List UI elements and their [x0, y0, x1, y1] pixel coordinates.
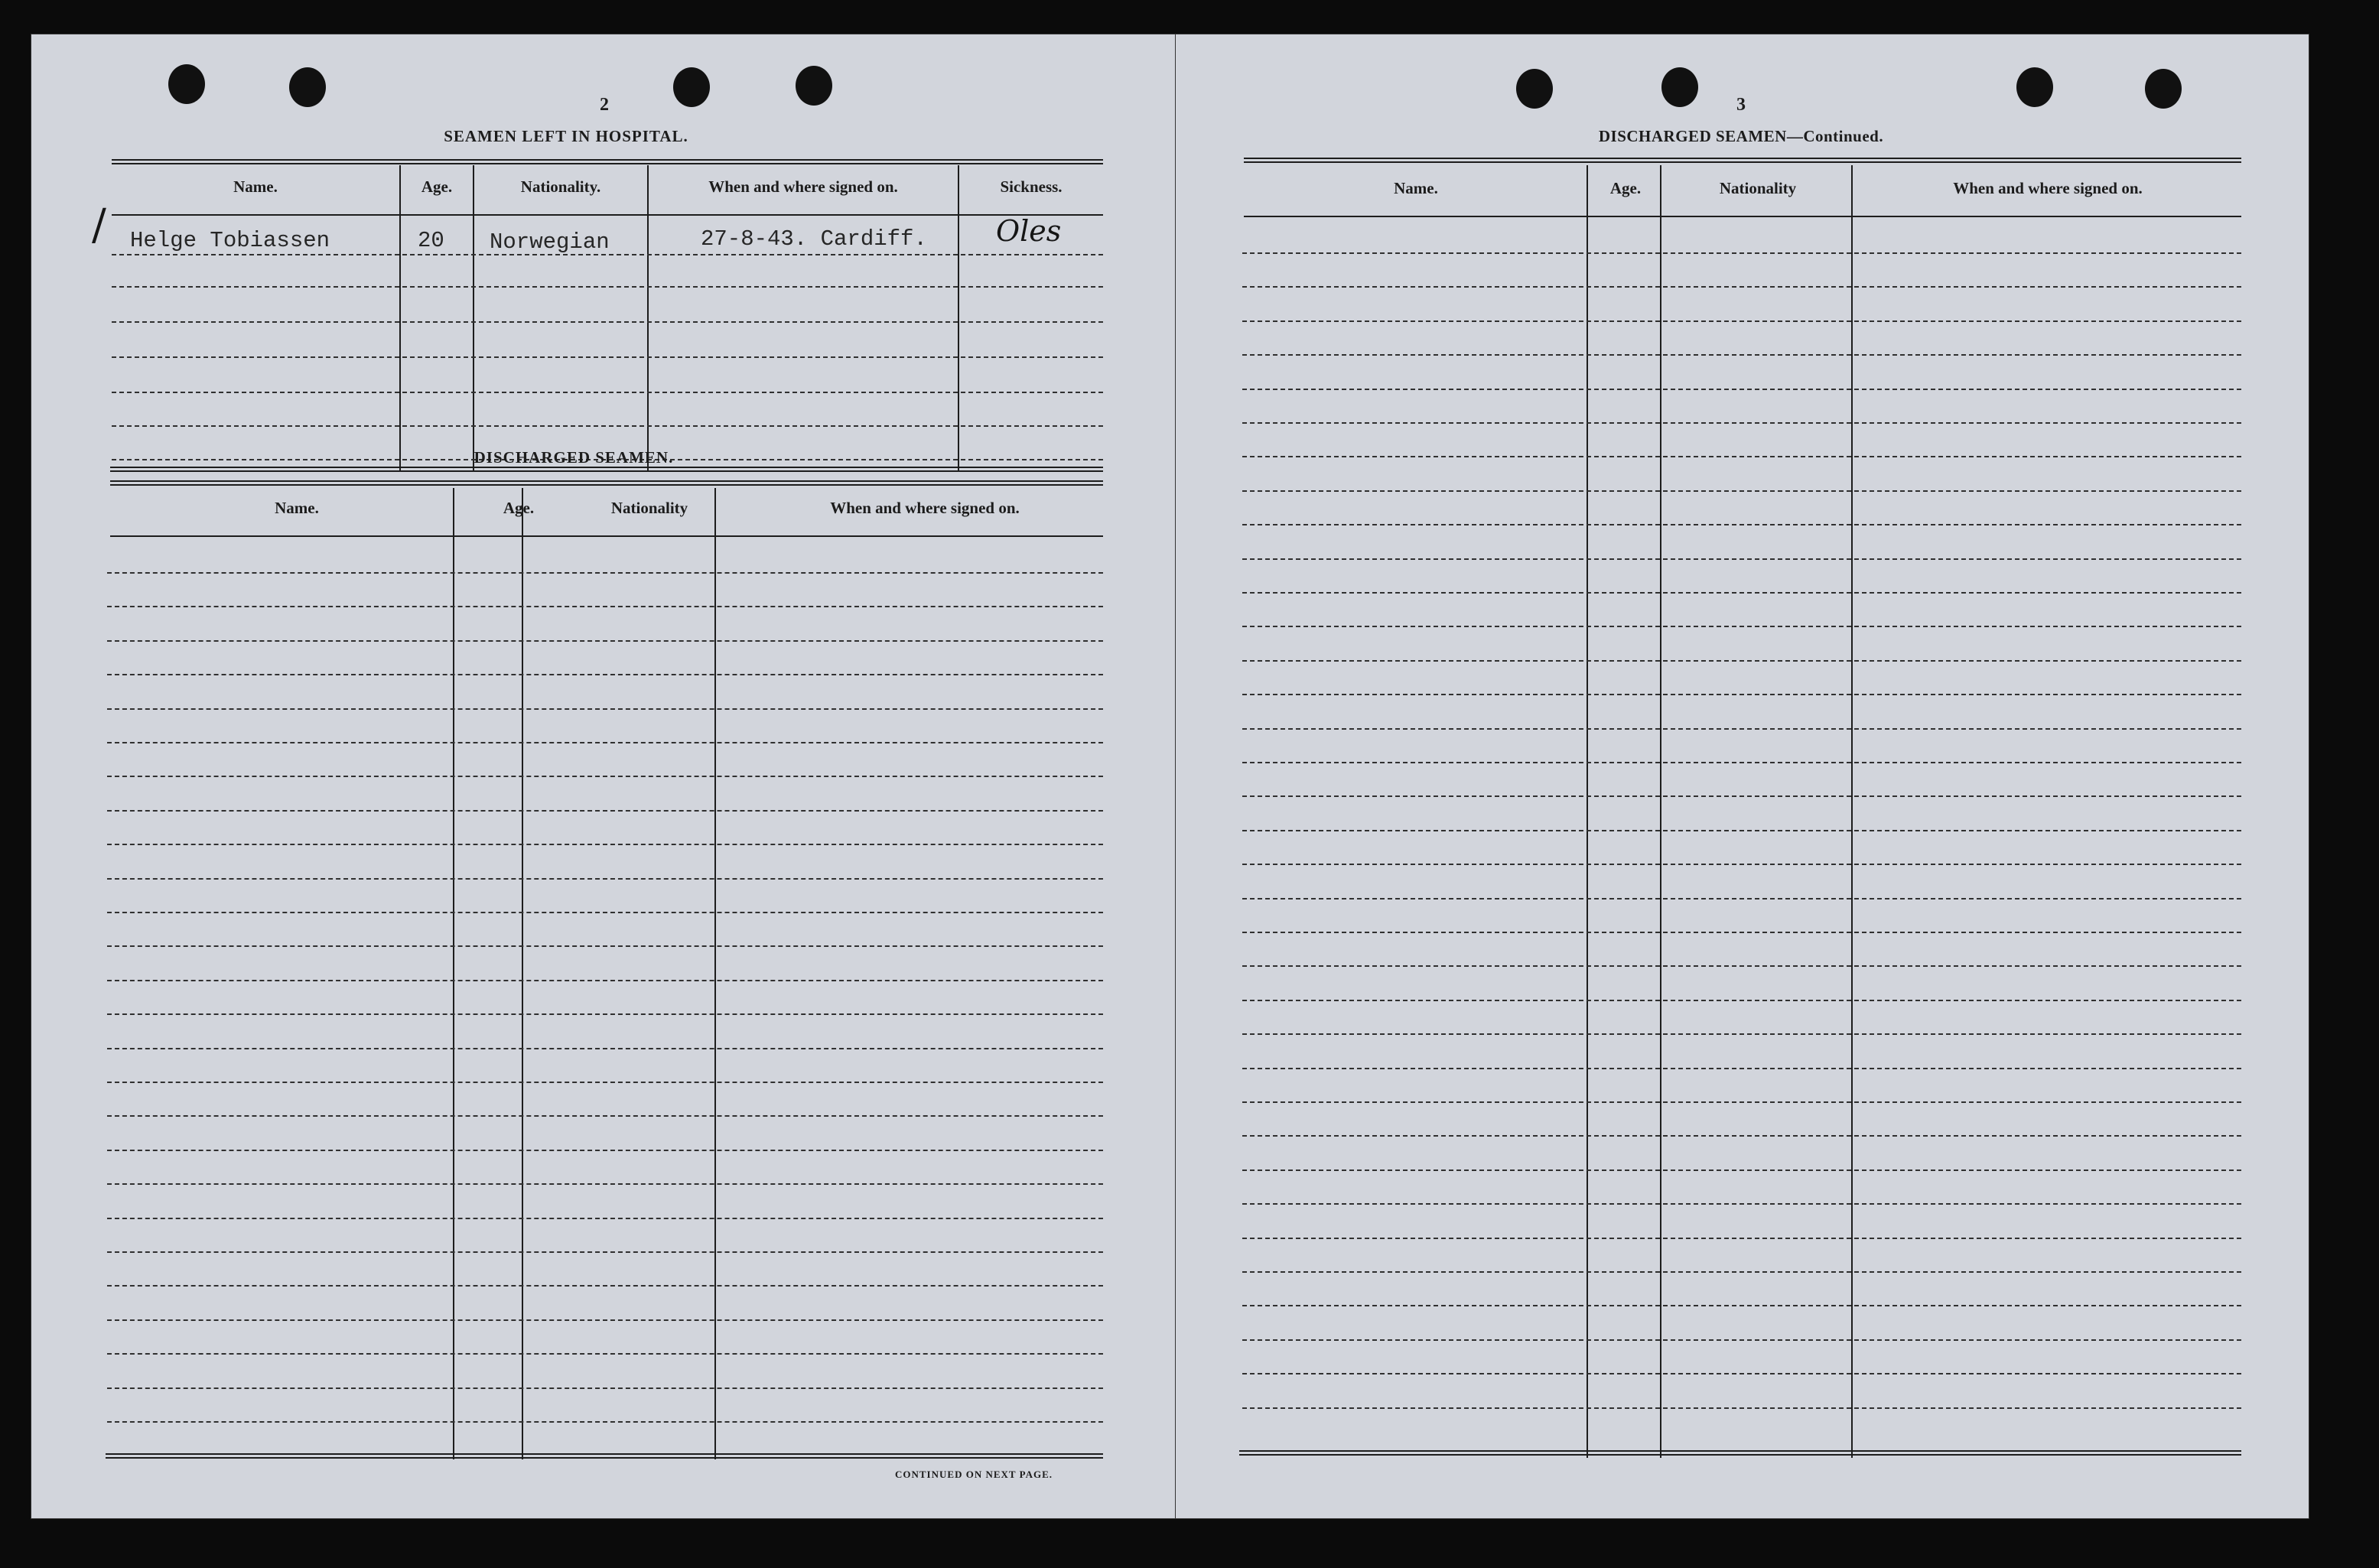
- row-line: [112, 286, 1103, 288]
- row-line: [112, 356, 1103, 358]
- row-line: [1242, 1373, 2241, 1374]
- check-mark: /: [92, 200, 106, 250]
- row-line: [107, 1048, 1103, 1049]
- row-line: [107, 1150, 1103, 1151]
- cell-nationality: Norwegian: [490, 229, 610, 255]
- column-divider: [714, 488, 716, 1459]
- discharged-section-title: DISCHARGED SEAMEN.: [474, 448, 674, 467]
- row-line: [1242, 1169, 2241, 1171]
- row-line: [1242, 286, 2241, 288]
- header-underline: [112, 214, 1103, 216]
- col-header-name: Name.: [233, 177, 278, 196]
- row-line: [112, 321, 1103, 323]
- table-bottom-rule: [110, 467, 1103, 472]
- row-line: [1242, 1068, 2241, 1069]
- row-line: [1242, 252, 2241, 254]
- row-line: [1242, 524, 2241, 525]
- row-line: [107, 1013, 1103, 1015]
- row-line: [1242, 389, 2241, 390]
- row-line: [1242, 1339, 2241, 1341]
- row-line: [1242, 898, 2241, 899]
- row-line: [107, 776, 1103, 777]
- row-line: [107, 1183, 1103, 1185]
- continued-note: CONTINUED ON NEXT PAGE.: [895, 1469, 1053, 1480]
- table-top-rule: [1244, 158, 2241, 163]
- row-line: [1242, 422, 2241, 424]
- column-divider: [1587, 165, 1588, 1458]
- row-line: [1242, 762, 2241, 763]
- row-line: [107, 1353, 1103, 1355]
- row-line: [1242, 830, 2241, 831]
- row-line: [107, 1285, 1103, 1287]
- punch-hole: [1516, 69, 1553, 109]
- row-line: [1242, 320, 2241, 322]
- col-header-name: Name.: [1394, 179, 1438, 197]
- row-line: [1242, 1407, 2241, 1409]
- row-line: [1242, 1203, 2241, 1205]
- row-line: [107, 1387, 1103, 1389]
- row-line: [1242, 1101, 2241, 1103]
- row-line: [1242, 932, 2241, 933]
- punch-hole: [673, 67, 710, 107]
- row-line: [107, 640, 1103, 642]
- row-line: [107, 742, 1103, 743]
- row-line: [107, 878, 1103, 880]
- row-line: [1242, 694, 2241, 695]
- row-line: [1242, 965, 2241, 967]
- table-bottom-rule: [1239, 1450, 2241, 1456]
- row-line: [107, 1421, 1103, 1423]
- table-bottom-rule: [106, 1453, 1103, 1459]
- row-line: [112, 425, 1103, 427]
- col-header-nationality: Nationality: [610, 499, 688, 517]
- row-line: [107, 674, 1103, 675]
- row-line: [107, 1251, 1103, 1253]
- page-number: 2: [600, 95, 609, 115]
- cell-name: Helge Tobiassen: [130, 228, 330, 253]
- col-header-age: Age.: [421, 177, 453, 196]
- col-header-sickness: Sickness.: [1000, 177, 1063, 196]
- cell-sickness: Oles: [996, 214, 1062, 248]
- col-header-signed-on: When and where signed on.: [830, 499, 1020, 517]
- row-line: [1242, 864, 2241, 865]
- row-line: [107, 1082, 1103, 1083]
- table-top-rule: [110, 480, 1103, 486]
- punch-hole: [289, 67, 326, 107]
- row-line: [112, 392, 1103, 393]
- hospital-section-title: SEAMEN LEFT IN HOSPITAL.: [444, 127, 688, 145]
- row-line: [1242, 1305, 2241, 1306]
- row-line: [1242, 1271, 2241, 1273]
- column-divider: [453, 488, 454, 1459]
- right-page: [1175, 34, 2309, 1519]
- column-divider: [522, 488, 523, 1459]
- left-page: [31, 34, 1178, 1519]
- punch-hole: [796, 66, 832, 106]
- punch-hole: [168, 64, 205, 104]
- cell-signed-on: 27-8-43. Cardiff.: [701, 226, 927, 252]
- row-line: [1242, 592, 2241, 594]
- column-divider: [1660, 165, 1661, 1458]
- row-line: [1242, 456, 2241, 457]
- row-line: [1242, 490, 2241, 492]
- col-header-signed-on: When and where signed on.: [708, 177, 898, 196]
- col-header-nationality: Nationality: [1719, 179, 1797, 197]
- row-line: [1242, 1033, 2241, 1035]
- header-underline: [110, 535, 1103, 537]
- col-header-age: Age.: [503, 499, 535, 517]
- row-line: [107, 708, 1103, 710]
- col-header-name: Name.: [275, 499, 319, 517]
- col-header-nationality: Nationality.: [520, 177, 601, 196]
- row-line: [1242, 1135, 2241, 1137]
- row-line: [1242, 354, 2241, 356]
- row-line: [107, 945, 1103, 947]
- table-top-rule: [112, 159, 1103, 164]
- row-line: [1242, 558, 2241, 560]
- row-line: [1242, 626, 2241, 627]
- row-line: [107, 844, 1103, 845]
- row-line: [1242, 1238, 2241, 1239]
- cell-age: 20: [418, 228, 444, 253]
- row-line: [107, 1115, 1103, 1117]
- row-line: [107, 912, 1103, 913]
- row-line: [107, 810, 1103, 812]
- column-divider: [1851, 165, 1853, 1458]
- row-line: [107, 980, 1103, 981]
- row-line: [1242, 795, 2241, 797]
- row-line: [1242, 728, 2241, 730]
- col-header-signed-on: When and where signed on.: [1953, 179, 2143, 197]
- row-line: [107, 1218, 1103, 1219]
- header-underline: [1244, 216, 2241, 217]
- row-line: [107, 606, 1103, 607]
- punch-hole: [2016, 67, 2053, 107]
- page-title: DISCHARGED SEAMEN—Continued.: [1598, 127, 1884, 145]
- row-line: [1242, 1000, 2241, 1001]
- row-line: [1242, 660, 2241, 662]
- page-number: 3: [1736, 95, 1746, 115]
- row-line: [107, 1319, 1103, 1321]
- row-line: [107, 572, 1103, 574]
- punch-hole: [2145, 69, 2182, 109]
- punch-hole: [1661, 67, 1698, 107]
- col-header-age: Age.: [1609, 179, 1642, 197]
